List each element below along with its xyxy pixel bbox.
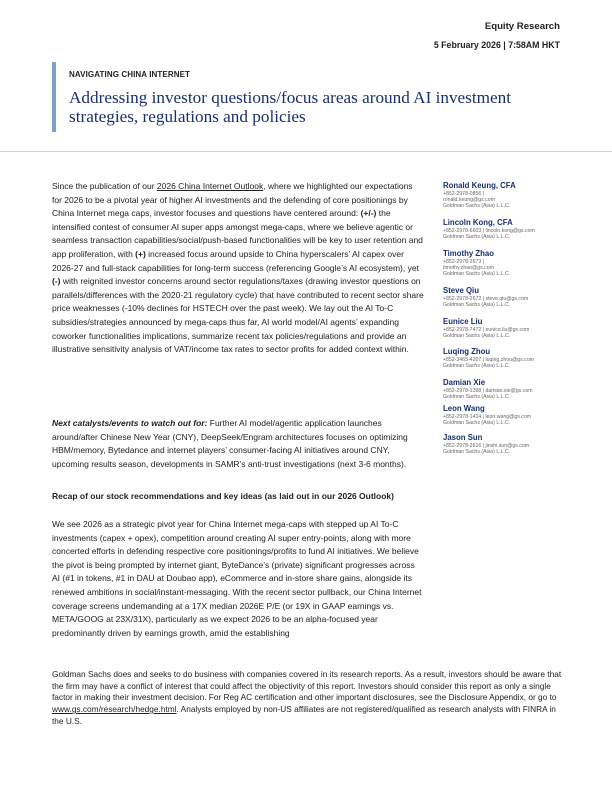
author-contact[interactable]: +852-3465-4207 | luqing.zhou@gs.com [443,356,534,363]
author-name: Eunice Liu [443,317,483,326]
author-firm: Goldman Sachs (Asia) L.L.C. [443,203,511,210]
header-divider [0,151,612,152]
publication-date: 5 February 2026 | 7:58AM HKT [433,40,560,50]
sentiment-marker: (+/-) [360,208,377,219]
author-name: Ronald Keung, CFA [443,181,516,190]
series-kicker: NAVIGATING CHINA INTERNET [69,70,191,79]
author-contact[interactable]: +852-2978-1398 | damian.xie@gs.com [443,387,533,394]
sentiment-marker: (+) [135,248,146,259]
author-firm: Goldman Sachs (Asia) L.L.C. [443,362,511,369]
author-name: Jason Sun [443,433,483,442]
author-entry [443,249,510,278]
author-name: Timothy Zhao [443,249,494,258]
author-contact[interactable]: +852-2978-7472 | eunice.liu@gs.com [443,326,530,333]
outlook-link[interactable]: 2026 China Internet Outlook [156,181,264,191]
author-firm: Goldman Sachs (Asia) L.L.C. [443,393,511,400]
recap-paragraph: We see 2026 as a strategic pivot year for China Internet mega-caps with stepped up AI To-C investments (capex + opex), competition around creating AI super entry-points, along with more concerted efforts in defending respective core positionings/profits to fund AI initiatives. We believe the pivot is being prompted by internet giant, ByteDance’s (private) significant progresses across AI (#1 in tokens, #1 in DAU at Doubao app), eCommerce and in-store share gains, alongside its renewed ambitions in social/instant-messaging. With the recent sector pullback, our China Internet coverage screens undemanding at a 17X median 2026E P/E (or 19X in GAAP earnings vs. META/GOOG at 23X/31X), particularly as we expect 2026 to be an alpha-focused year predominantly driven by earnings growth, amid the establishing [52,519,422,638]
intro-paragraph [52,180,424,357]
author-contact[interactable]: +852-2978-6603 | lincoln.kong@gs.com [443,227,535,234]
author-name: Leon Wang [443,404,485,413]
author-entry [443,378,533,400]
author-firm: Goldman Sachs (Asia) L.L.C. [443,448,511,455]
author-email[interactable]: timothy.zhao@gs.com [443,264,495,271]
author-entry [443,433,529,455]
headline-line-2: strategies, regulations and policies [69,107,306,126]
catalysts-paragraph [52,417,424,471]
author-name: Damian Xie [443,378,486,387]
author-entry [443,218,535,240]
author-email[interactable]: ronald.keung@gs.com [443,196,495,203]
author-firm: Goldman Sachs (Asia) L.L.C. [443,233,511,240]
author-entry [443,317,529,339]
intro-text: the intensified contest of consumer AI super apps amongst mega-caps, where we believe agentic or seamless transaction capabilities/social/push-based functionalities will be key to user retention and app proliferation, with [52,208,423,259]
disclosure-link[interactable]: www.gs.com/research/hedge.html [52,704,177,715]
disclaimer [52,669,567,728]
author-contact: +852-2978-2673 | [443,258,485,265]
title-block [52,62,542,132]
intro-text: Since the publication of our [52,181,157,191]
recap-heading: Recap of our stock recommendations and key ideas (as laid out in our 2026 Outlook) [52,491,394,501]
author-entry [443,181,516,210]
intro-text: , where we highlighted our expectations for 2026 to be a pivotal year of higher AI investments and the defending of core positionings by China Internet mega caps, investor focuses and questions have centered around: [52,181,413,219]
author-entry [443,286,528,308]
disclaimer-text: Goldman Sachs does and seeks to do business with companies covered in its research reports. As a result, investors should be aware that the firm may have a conflict of interest that could affect the objectivity of this report. Investors should consider this report as only a single factor in making their investment decision. For Reg AC certification and other important disclosures, see the Disclosure Appendix, or go to [52,669,562,703]
author-firm: Goldman Sachs (Asia) L.L.C. [443,271,511,278]
author-contact: +852-2978-0856 | [443,190,485,197]
catalysts-lead: Next catalysts/events to watch out for: [52,418,208,428]
author-firm: Goldman Sachs (Asia) L.L.C. [443,332,511,339]
catalysts-text: Further AI model/agentic application launches around/after Chinese New Year (CNY), DeepSeek/Engram architectures focuses on optimizing HBM/memory, Bytedance and internet players’ consumer-facing AI initiatives around CNY, upcoming results season, developments in SAMR’s anti-trust investigations (next 3-6 months). [52,418,408,469]
author-contact[interactable]: +852-2978-1414 | leon.wang@gs.com [443,413,532,420]
author-name: Luqing Zhou [443,347,491,356]
author-firm: Goldman Sachs (Asia) L.L.C. [443,301,511,308]
author-contact[interactable]: +852-2978-2616 | jinshi.sun@gs.com [443,442,530,449]
intro-text: increased focus around upside to China hyperscalers’ AI capex over 2026-27 and full-stack capabilities for long-term success (referencing Google’s AI ecosystem), yet [52,248,419,273]
author-entry [443,347,534,369]
report-body [52,180,424,638]
department-label: Equity Research [484,21,560,32]
report-headline [69,88,542,126]
author-name: Steve Qiu [443,286,479,295]
intro-text: with reignited investor concerns around sector regulations/taxes (drawing investor questions on parallels/differences with the 2020-21 regulatory cycle) that have contributed to recent sector share price weaknesses (-10% declines for HSTECH over the past week). We lay out the AI To-C subsidies/strategies announced by mega-caps thus far, AI world model/AI agents’ expanding coworker functionalities implications, summarize recent tax policies/regulations and provide an illustrative sensitivity analysis of VAT/income tax rates to sector profits for added context within. [52,276,424,355]
author-contact[interactable]: +852-2978-2672 | steve.qiu@gs.com [443,295,529,302]
author-firm: Goldman Sachs (Asia) L.L.C. [443,419,511,426]
sentiment-marker: (-) [52,276,61,287]
author-entry [443,404,531,426]
disclaimer-text: . Analysts employed by non-US affiliates are not registered/qualified as research analysts with FINRA in the U.S. [52,704,556,726]
author-name: Lincoln Kong, CFA [443,218,513,227]
headline-line-1: Addressing investor questions/focus areas around AI investment [69,88,512,107]
